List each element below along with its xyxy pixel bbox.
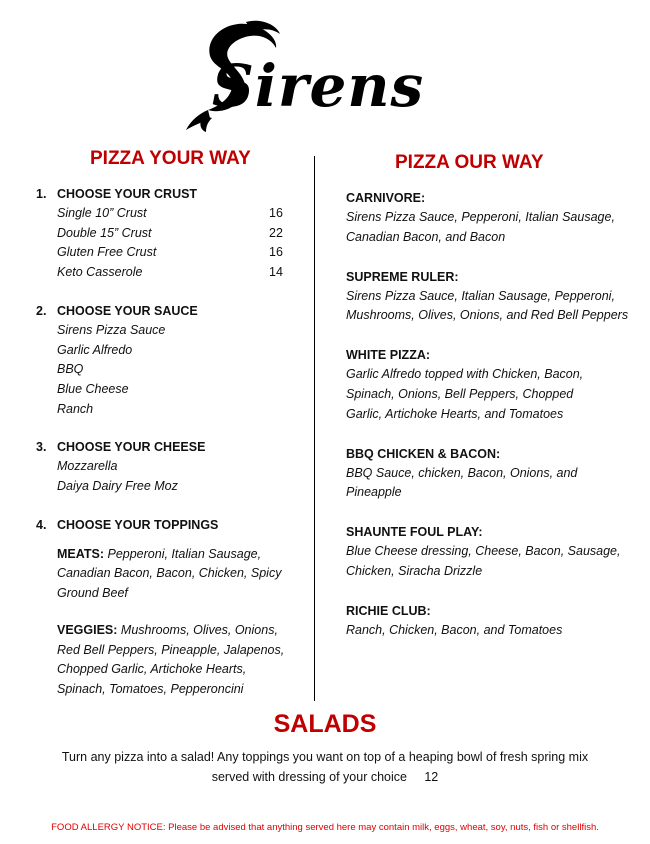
- menu-option: Keto Casserole 14: [36, 263, 296, 283]
- pizza-our-way-section: [346, 188, 636, 660]
- step-crust: [36, 184, 296, 283]
- pizza-supreme-ruler: [346, 267, 636, 327]
- price: 22: [269, 225, 283, 240]
- pizza-your-way-section: [36, 184, 296, 718]
- column-divider: [314, 156, 315, 701]
- menu-option: Daiya Dairy Free Moz: [57, 479, 178, 494]
- pizza-name: SUPREME RULER:: [346, 269, 459, 284]
- pizza-name: CARNIVORE:: [346, 191, 426, 205]
- menu-option: Single 10” Crust 16: [36, 204, 296, 224]
- step-number: 4.: [36, 517, 47, 532]
- veggies-list: [36, 621, 296, 700]
- pizza-description: Blue Cheese dressing, Cheese, Bacon, Sausage, Chicken, Siracha Drizzle: [346, 544, 621, 578]
- salads-title: SALADS: [273, 710, 377, 738]
- menu-option: Mozzarella: [57, 459, 118, 474]
- menu-option: BBQ: [57, 362, 84, 377]
- menu-option: Sirens Pizza Sauce: [57, 322, 166, 337]
- pizza-shaunte-foul-play: [346, 522, 636, 582]
- pizza-name: SHAUNTE FOUL PLAY:: [346, 525, 483, 540]
- step-sauce: [36, 301, 296, 420]
- pizza-carnivore: [346, 188, 636, 248]
- logo-wordmark: Sirens: [212, 52, 425, 120]
- salads-description: Turn any pizza into a salad! Any toppings you want on top of a heaping bowl of fresh spring mix served with dressing of your choice 12: [61, 750, 589, 784]
- price: 16: [269, 206, 283, 220]
- menu-option: Blue Cheese: [57, 381, 129, 396]
- pizza-description: BBQ Sauce, chicken, Bacon, Onions, and Pineapple: [346, 465, 578, 500]
- menu-option: Ranch: [57, 401, 94, 416]
- pizza-your-way-title: PIZZA YOUR WAY: [90, 148, 251, 169]
- veggies-items: Mushrooms, Olives, Onions, Red Bell Peppers, Pineapple, Jalapenos, Chopped Garlic, Artichoke Hearts, Spinach, Tomatoes, Pepperoncini: [57, 622, 285, 696]
- pizza-description: Ranch, Chicken, Bacon, and Tomatoes: [346, 622, 563, 637]
- step-number: 1.: [36, 187, 47, 201]
- step-title: CHOOSE YOUR CHEESE: [57, 440, 206, 455]
- pizza-description: Sirens Pizza Sauce, Pepperoni, Italian Sausage, Canadian Bacon, and Bacon: [346, 210, 615, 244]
- step-cheese: [36, 437, 296, 496]
- menu-option: Gluten Free Crust 16: [36, 243, 296, 263]
- pizza-description: Sirens Pizza Sauce, Italian Sausage, Pepperoni, Mushrooms, Olives, Onions, and Red Bell Peppers: [346, 288, 629, 323]
- step-title: CHOOSE YOUR SAUCE: [57, 303, 198, 318]
- pizza-name: RICHIE CLUB:: [346, 603, 431, 618]
- step-number: 3.: [36, 440, 47, 455]
- step-number: 2.: [36, 303, 47, 318]
- step-title: CHOOSE YOUR CRUST: [57, 187, 198, 201]
- menu-option: Double 15” Crust 22: [36, 224, 296, 244]
- step-title: CHOOSE YOUR TOPPINGS: [57, 517, 219, 532]
- meats-label: MEATS:: [57, 546, 104, 561]
- step-toppings: [36, 515, 296, 700]
- price: 14: [269, 265, 283, 280]
- price: 16: [269, 245, 283, 260]
- pizza-name: WHITE PIZZA:: [346, 348, 431, 363]
- veggies-label: VEGGIES:: [57, 622, 118, 637]
- salad-price: 12: [424, 769, 439, 784]
- pizza-description: Garlic Alfredo topped with Chicken, Bacon, Spinach, Onions, Bell Peppers, Chopped Garlic, Artichoke Hearts, and Tomatoes: [346, 367, 584, 421]
- pizza-name: BBQ CHICKEN & BACON:: [346, 446, 501, 461]
- pizza-bbq-chicken-bacon: [346, 444, 636, 504]
- meats-list: [36, 545, 296, 604]
- pizza-our-way-title: PIZZA OUR WAY: [395, 152, 544, 173]
- pizza-richie-club: [346, 601, 636, 641]
- meats-items: Pepperoni, Italian Sausage, Canadian Bacon, Bacon, Chicken, Spicy Ground Beef: [57, 546, 282, 601]
- food-allergy-notice: FOOD ALLERGY NOTICE: Please be advised that anything served here may contain milk, eggs, wheat, soy, nuts, fish or shellfish.: [51, 822, 599, 833]
- menu-option: Garlic Alfredo: [57, 342, 133, 357]
- pizza-white: [346, 345, 636, 424]
